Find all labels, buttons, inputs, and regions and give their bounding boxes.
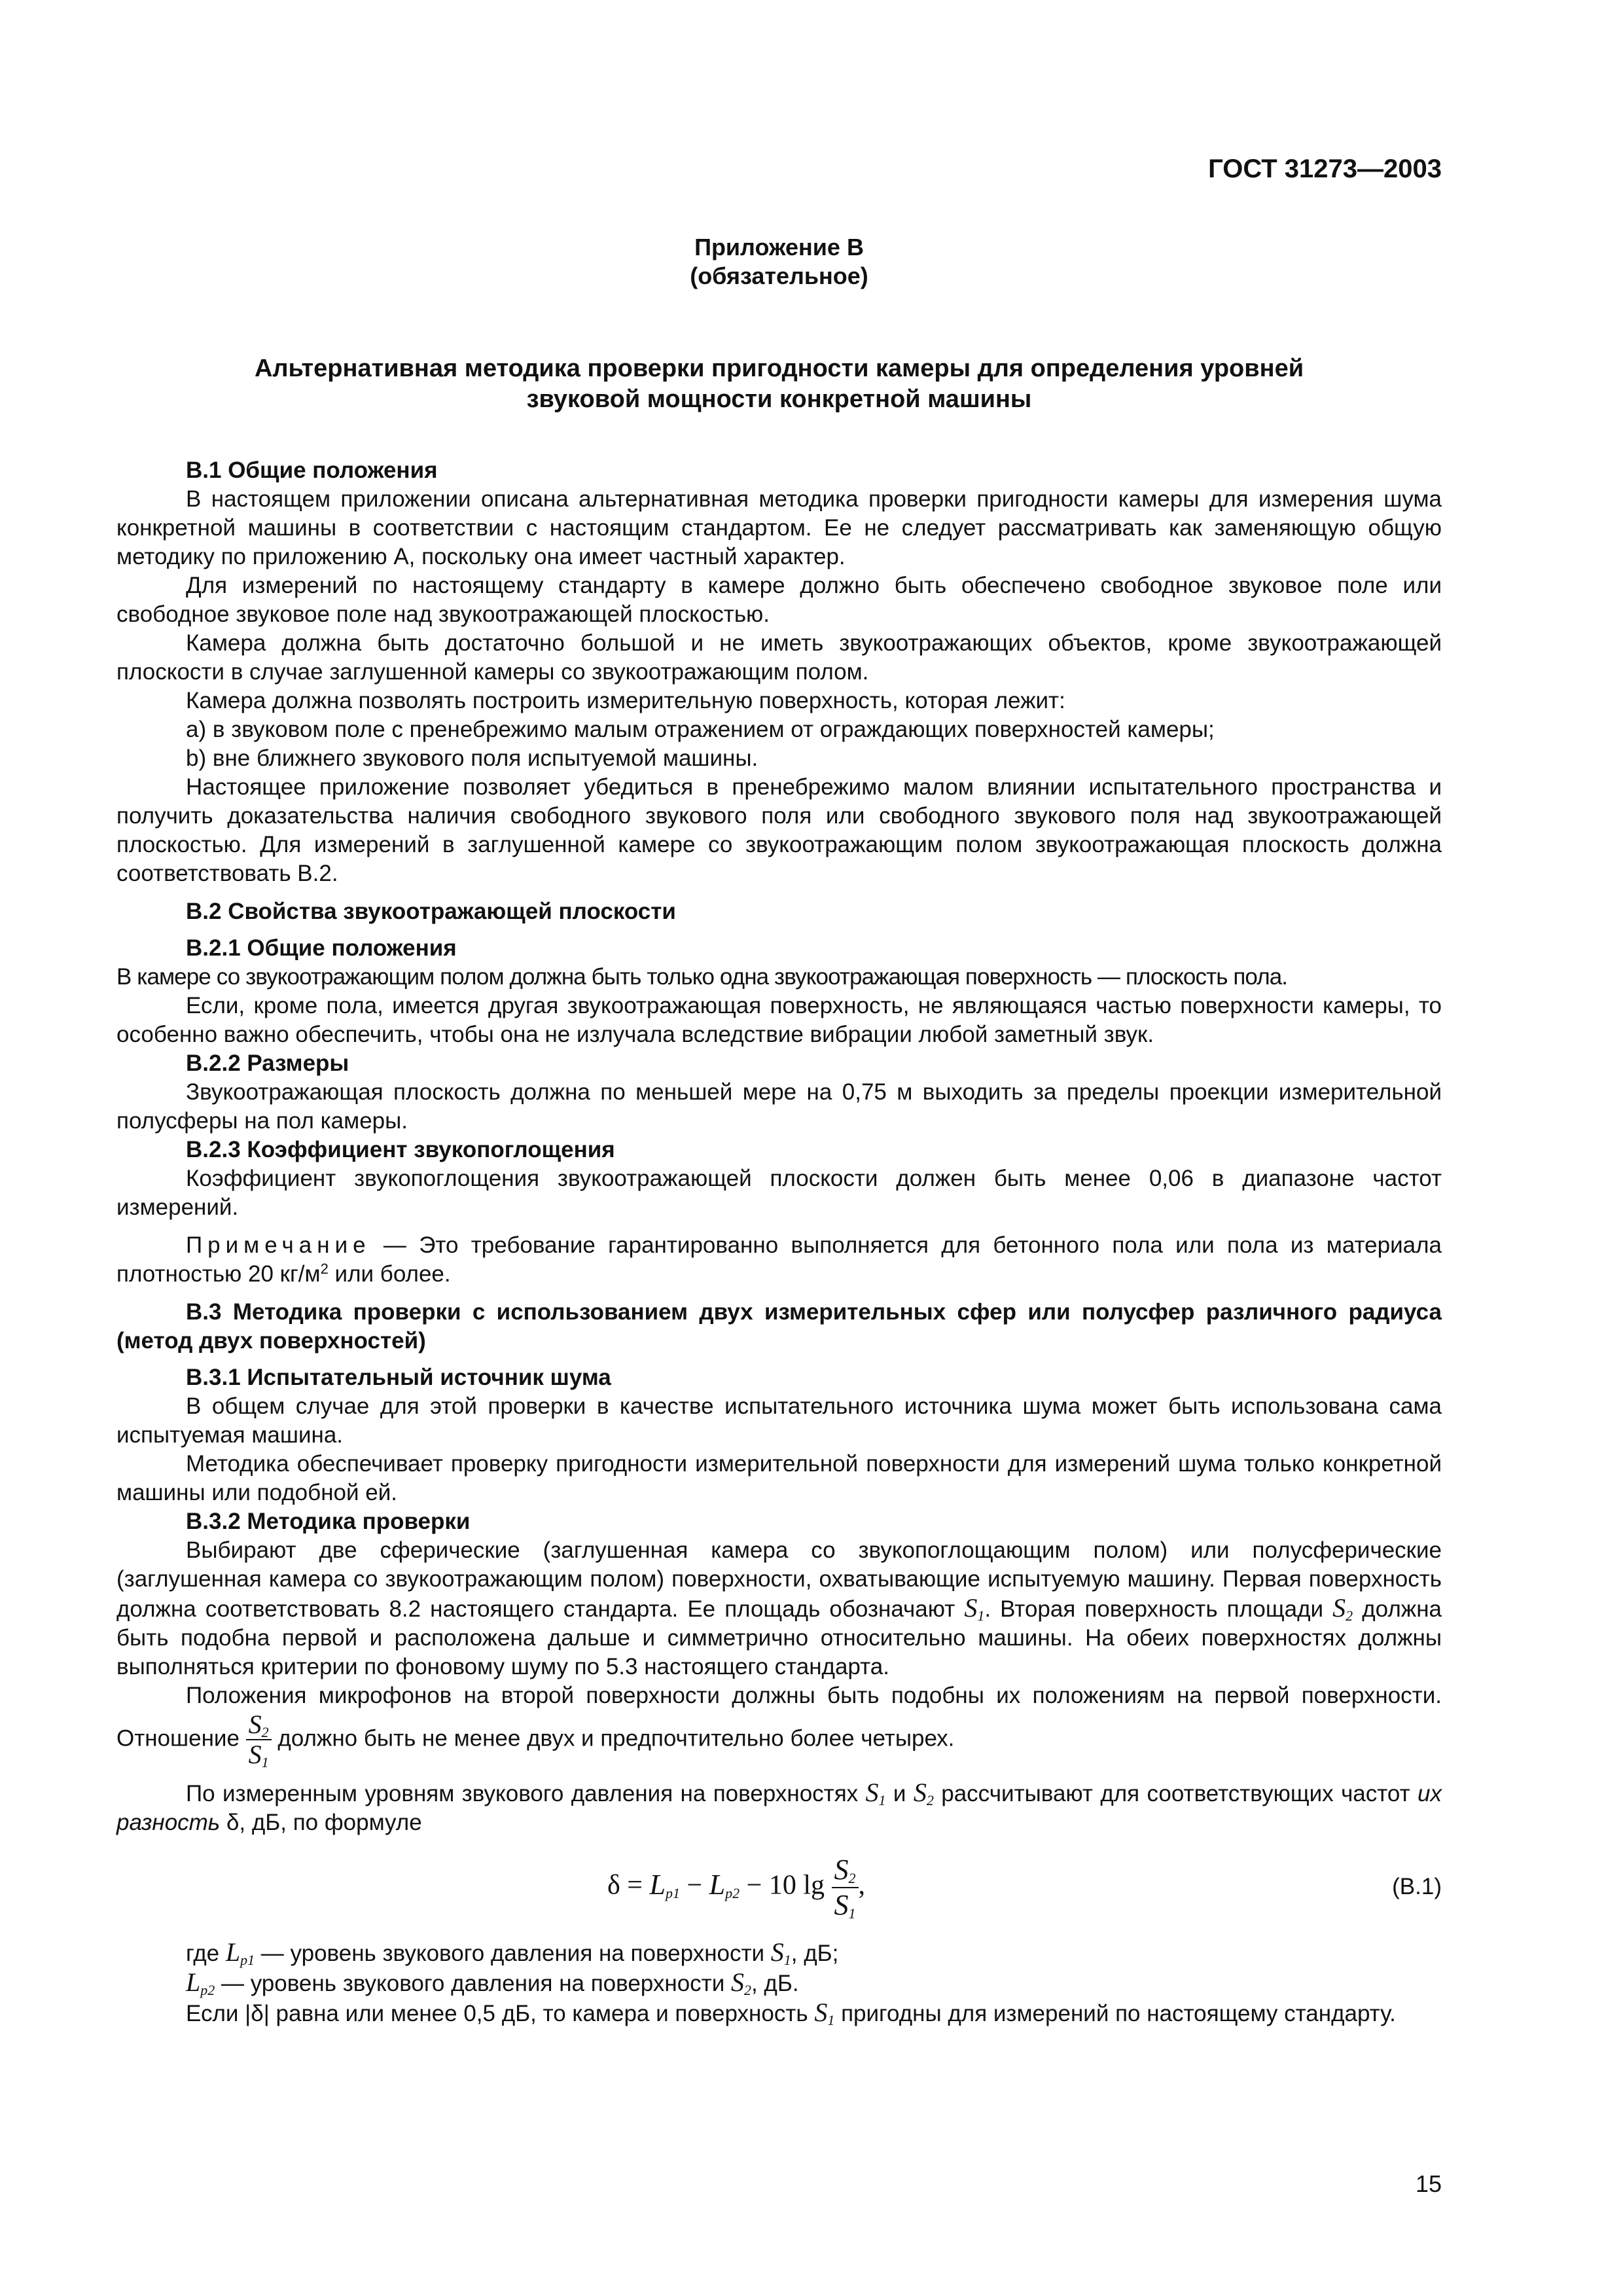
equation-number: (В.1) bbox=[1392, 1874, 1442, 1899]
paragraph bbox=[116, 1536, 1442, 1681]
paragraph: В камере со звукоотражающим полом должна быть только одна звукоотражающая поверхность — плоскость пола. bbox=[116, 964, 1288, 990]
paragraph: Коэффициент звукопоглощения звукоотражающей плоскости должен быть менее 0,06 в диапазоне частот измерений. bbox=[116, 1166, 1442, 1220]
text-run: δ, дБ, по формуле bbox=[220, 1810, 422, 1835]
symbol-s1: $S_1$ bbox=[964, 1593, 985, 1624]
symbol-s2: $S_2$ bbox=[913, 1778, 934, 1808]
ratio-fraction: $\frac{S_2}{S_1}$ bbox=[246, 1710, 272, 1769]
formula-b1: $\delta = L_{p1} - L_{p2} - 10$ lg $\frac{S_2}{S_1}$ , bbox=[607, 1854, 865, 1922]
page-number: 15 bbox=[1415, 2170, 1442, 2197]
text-run: рассчитывают для соответствующих частот bbox=[933, 1781, 1418, 1806]
paragraph: Камера должна быть достаточно большой и не иметь звукоотражающих объектов, кроме звукоотражающей плоскости в случае заглушенной камеры со звукоотражающим полом. bbox=[116, 630, 1442, 685]
annex-title: Приложение В bbox=[694, 234, 864, 260]
document-body bbox=[116, 448, 1442, 2028]
subsection-heading-b22: В.2.2 Размеры bbox=[186, 1050, 349, 1076]
note bbox=[116, 1231, 1442, 1289]
section-heading-b3: В.3 Методика проверки с использованием двух измерительных сфер или полусфер различного радиуса (метод двух поверхностей) bbox=[116, 1299, 1442, 1354]
paragraph: В общем случае для этой проверки в качестве испытательного источника шума может быть использована сама испытуемая машина. bbox=[116, 1393, 1442, 1448]
subsection-heading-b31: В.3.1 Испытательный источник шума bbox=[186, 1365, 611, 1390]
document-page bbox=[116, 0, 1442, 2296]
subsection-heading-b21: В.2.1 Общие положения bbox=[186, 935, 457, 961]
subsection-heading-b23: В.2.3 Коэффициент звукопоглощения bbox=[186, 1137, 615, 1162]
note-text: — Это требование гарантированно выполняется для бетонного пола или пола из материала плотностью 20 кг/м bbox=[116, 1232, 1442, 1287]
text-run: Выбирают две сферические (заглушенная камера со звукопоглощающим полом) или полусферические (заглушенная камера со звукоотражающим полом) поверхности, охватывающие испытуемую машину. Первая поверхность должна соответствовать 8.2 настоящего стандарта. Ее площадь обозначают bbox=[116, 1537, 1442, 1622]
annex-status: (обязательное) bbox=[690, 262, 868, 289]
paragraph: Если |δ| равна или менее 0,5 дБ, то камера и поверхность $S_1$ пригодны для измерений по настоящему стандарту. bbox=[186, 1998, 1396, 2028]
paragraph: Для измерений по настоящему стандарту в камере должно быть обеспечено свободное звуковое поле или свободное звуковое поле над звукоотражающей плоскостью. bbox=[116, 573, 1442, 627]
note-superscript: 2 bbox=[320, 1261, 329, 1277]
paragraph: Методика обеспечивает проверку пригодности измерительной поверхности для измерений шума только конкретной машины или подобной ей. bbox=[116, 1451, 1442, 1505]
note-text-end: или более. bbox=[328, 1261, 451, 1287]
text-run: Положения микрофонов на второй поверхности должны быть подобны их положениям на первой поверхности. Отношение bbox=[116, 1683, 1442, 1751]
where-line-1: где $L_{p1}$ — уровень звукового давления на поверхности $S_1$, дБ; bbox=[186, 1937, 839, 1968]
paragraph: В настоящем приложении описана альтернативная методика проверки пригодности камеры для измерения шума конкретной машины в соответствии с настоящим стандартом. Ее не следует рассматривать как заменяющую общую методику по приложению А, поскольку она имеет частный характер. bbox=[116, 486, 1442, 569]
text-run: должно быть не менее двух и предпочтительно более четырех. bbox=[271, 1725, 955, 1751]
text-run: и bbox=[885, 1781, 914, 1806]
list-item-a: a) в звуковом поле с пренебрежимо малым отражением от ограждающих поверхностей камеры; bbox=[186, 717, 1215, 742]
where-line-2: $L_{p2}$ — уровень звукового давления на поверхности $S_2$, дБ. bbox=[186, 1967, 799, 1998]
paragraph: Настоящее приложение позволяет убедиться в пренебрежимо малом влиянии испытательного пространства и получить доказательства наличия свободного звукового поля или свободного звукового поля над звукоотражающей плоскостью. Для измерений в заглушенной камере со звукоотражающим полом звукоотражающая плоскость должна соответствовать В.2. bbox=[116, 774, 1442, 886]
document-code: ГОСТ 31273—2003 bbox=[1208, 154, 1442, 183]
main-title-line-1: Альтернативная методика проверки пригодности камеры для определения уровней bbox=[254, 355, 1304, 382]
main-title bbox=[116, 353, 1442, 415]
symbol-s2: $S_2$ bbox=[1332, 1593, 1353, 1624]
text-run: По измеренным уровням звукового давления на поверхностях bbox=[186, 1781, 866, 1806]
formula-block bbox=[116, 1846, 1442, 1938]
list-item-b: b) вне ближнего звукового поля испытуемой машины. bbox=[186, 745, 758, 771]
main-title-line-2: звуковой мощности конкретной машины bbox=[526, 386, 1032, 413]
annex-heading bbox=[116, 233, 1442, 291]
subsection-heading-b32: В.3.2 Методика проверки bbox=[186, 1509, 471, 1534]
text-run: . Вторая поверхность площади bbox=[984, 1596, 1333, 1622]
paragraph bbox=[116, 1681, 1442, 1769]
paragraph: Если, кроме пола, имеется другая звукоотражающая поверхность, не являющаяся частью поверхности камеры, то особенно важно обеспечить, чтобы она не излучала вследствие вибрации любой заметный звук. bbox=[116, 993, 1442, 1047]
paragraph: Звукоотражающая плоскость должна по меньшей мере на 0,75 м выходить за пределы проекции измерительной полусферы на пол камеры. bbox=[116, 1079, 1442, 1134]
text-run-italic: их разность bbox=[116, 1781, 1442, 1835]
section-heading-b1: В.1 Общие положения bbox=[186, 457, 438, 483]
paragraph: Камера должна позволять построить измерительную поверхность, которая лежит: bbox=[186, 688, 1065, 713]
section-heading-b2: В.2 Свойства звукоотражающей плоскости bbox=[186, 899, 676, 924]
text-run: должна быть подобна первой и расположена дальше и симметрично относительно машины. На обеих поверхностях должны выполняться критерии по фоновому шуму по 5.3 настоящего стандарта. bbox=[116, 1596, 1442, 1679]
symbol-s1: $S_1$ bbox=[865, 1778, 886, 1808]
note-label: Примечание bbox=[186, 1232, 371, 1258]
paragraph bbox=[116, 1778, 1442, 1837]
